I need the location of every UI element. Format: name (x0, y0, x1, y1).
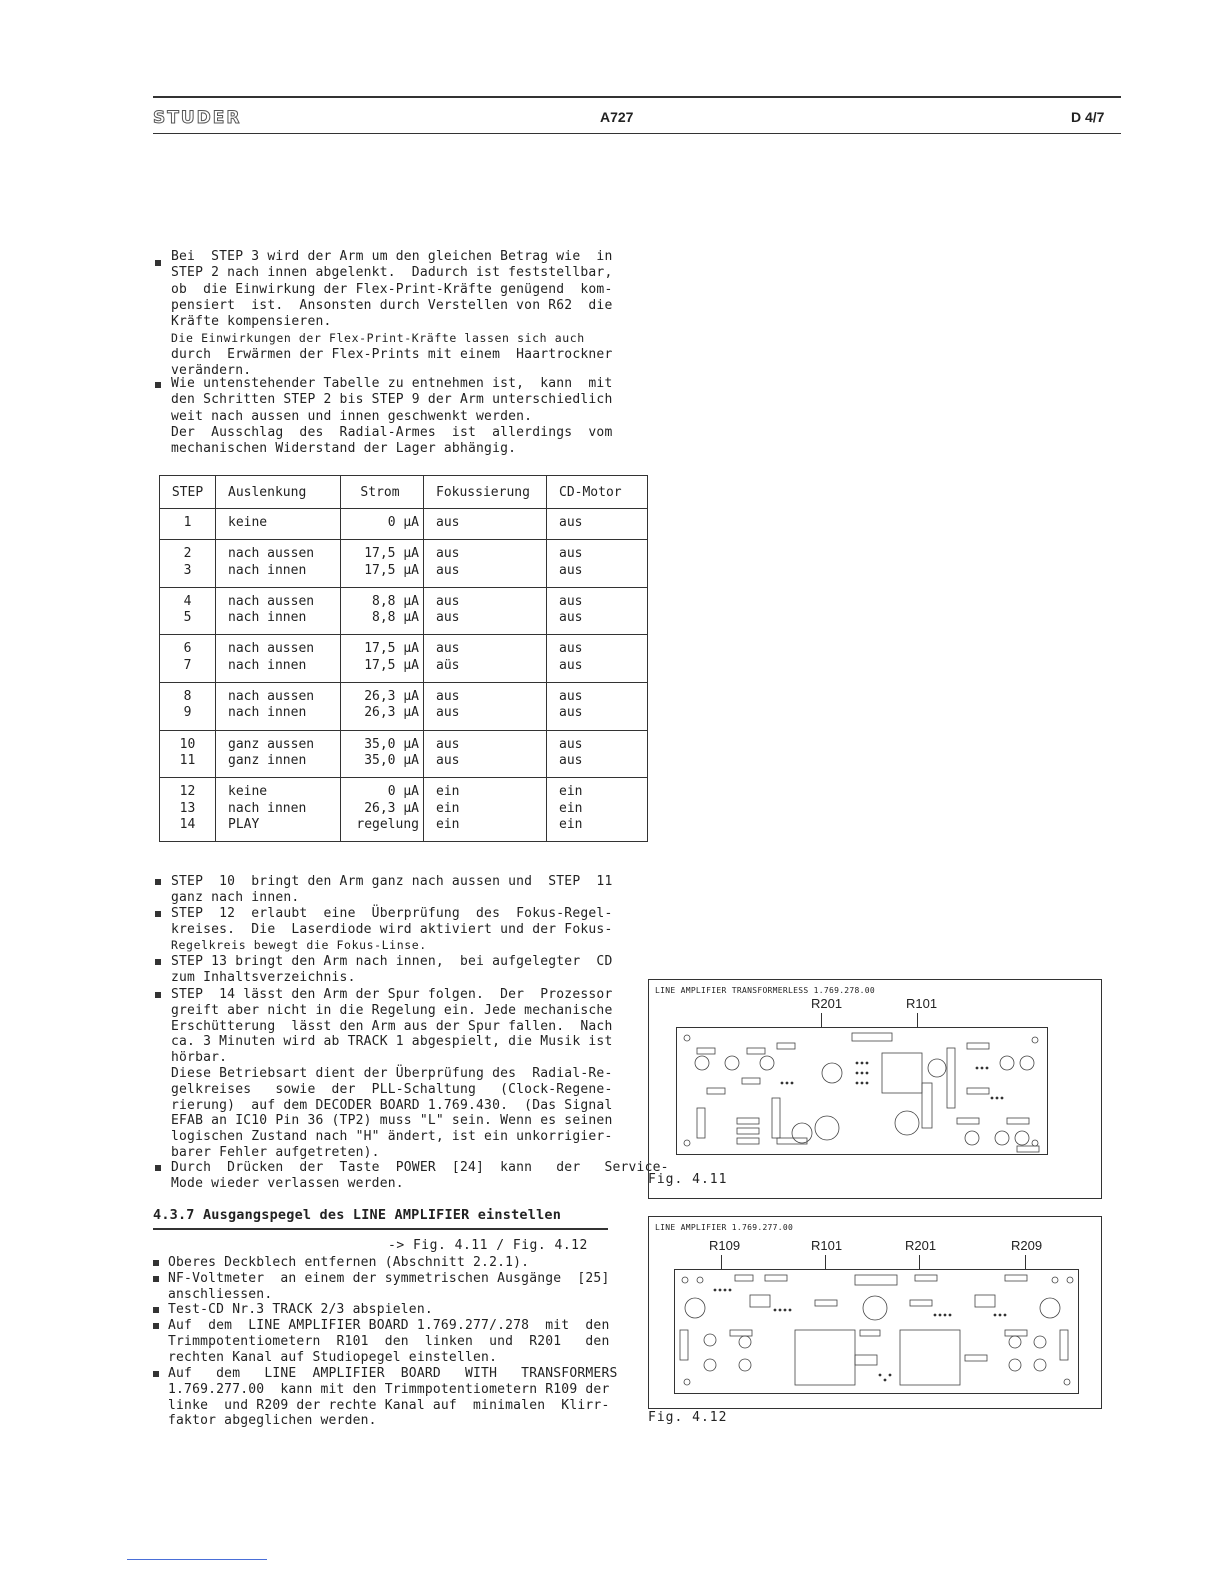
cell-value: 17,5 µA (364, 657, 419, 673)
leader-r109 (721, 1255, 722, 1269)
bullet (155, 382, 161, 388)
cell-value: nach aussen (228, 689, 315, 705)
cell-value: 8 (183, 689, 192, 705)
cell-value: nach innen (228, 562, 307, 578)
text-line: Regelkreis bewegt die Fokus-Linse. (171, 937, 427, 952)
bullet (153, 1371, 159, 1377)
pcb-layout-drawing (677, 1028, 1047, 1154)
cell-value: nach innen (228, 705, 307, 721)
text-line: anschliessen. (168, 1286, 273, 1302)
cell-value: ganz innen (228, 752, 307, 768)
bullet (155, 911, 161, 917)
cell-value: aus (436, 752, 460, 768)
bullet (153, 1323, 159, 1329)
text-line: STEP 12 erlaubt eine Überprüfung des Fokus-Regel- (171, 906, 613, 921)
table-cell (341, 730, 424, 778)
column-header: STEP (160, 476, 216, 509)
table-cell (547, 540, 648, 588)
cell-value: 4 (183, 593, 192, 609)
cell-value: PLAY (228, 816, 260, 832)
table-cell (424, 635, 547, 683)
table-cell (547, 509, 648, 540)
text-line: STEP 13 bringt den Arm nach innen, bei aufgelegter CD (171, 954, 613, 969)
cell-value: aus (559, 689, 583, 705)
cell-value: aus (559, 657, 583, 673)
text-line: Mode wieder verlassen werden. (171, 1175, 404, 1191)
cell-value: aus (559, 752, 583, 768)
table-row (160, 778, 648, 842)
text-line: zum Inhaltsverzeichnis. (171, 969, 356, 985)
label-r201: R201 (811, 996, 843, 1011)
bullet (155, 992, 161, 998)
cell-value: aus (559, 593, 583, 609)
cell-value: 0 µA (387, 515, 419, 530)
table-row (160, 730, 648, 778)
figure-reference: -> Fig. 4.11 / Fig. 4.12 (388, 1238, 588, 1253)
table-cell (160, 587, 216, 635)
text-line: Diese Betriebsart dient der Überprüfung des Radial-Re- (171, 1066, 613, 1081)
table-row (160, 509, 648, 540)
cell-value: 5 (183, 610, 192, 626)
text-line: 1.769.277.00 kann mit den Trimmpotentiometern R109 der (168, 1381, 610, 1397)
label-r101: R101 (811, 1238, 843, 1253)
cell-value: 14 (179, 816, 196, 832)
cell-value: nach innen (228, 610, 307, 626)
table-cell (160, 509, 216, 540)
label-r109: R109 (709, 1238, 741, 1253)
cell-value: aus (559, 641, 583, 657)
table-cell (216, 509, 341, 540)
table-row (160, 540, 648, 588)
cell-value: aus (559, 705, 583, 721)
text-line: barer Fehler aufgetreten). (171, 1145, 380, 1160)
text-line: rechten Kanal auf Studiopegel einstellen. (168, 1349, 498, 1365)
text-line: Test-CD Nr.3 TRACK 2/3 abspielen. (168, 1302, 433, 1317)
text-line: Auf dem LINE AMPLIFIER BOARD WITH TRANSFORMERS (168, 1366, 618, 1381)
text-line: Oberes Deckblech entfernen (Abschnitt 2.2.1). (168, 1255, 530, 1270)
model-title: A727 (600, 109, 634, 125)
cell-value: nach aussen (228, 641, 315, 657)
bullet (155, 1165, 161, 1171)
leader-r101 (825, 1255, 826, 1269)
text-line: Trimmpotentiometern R101 den linken und R201 den (168, 1333, 610, 1349)
column-header: Strom (341, 476, 424, 509)
leader-r101 (917, 1013, 918, 1027)
cell-value: 9 (183, 705, 192, 721)
leader-r201 (821, 1013, 822, 1027)
cell-value: ein (436, 816, 460, 832)
cell-value: 3 (183, 562, 192, 578)
cell-value: keine (228, 784, 268, 800)
cell-value: ein (436, 800, 460, 816)
bullet (153, 1260, 159, 1266)
text-line: weit nach aussen und innen geschwenkt werden. (171, 408, 533, 424)
cell-value: keine (228, 515, 268, 530)
text-line: ca. 3 Minuten wird ab TRACK 1 abgespielt, die Musik ist (171, 1034, 613, 1050)
page-number: D 4/7 (1071, 109, 1105, 125)
table-cell (341, 778, 424, 842)
table-cell (216, 540, 341, 588)
text-line: Wie untenstehender Tabelle zu entnehmen ist, kann mit (171, 376, 613, 391)
cell-value: nach aussen (228, 546, 315, 562)
cell-value: 26,3 µA (364, 705, 419, 721)
cell-value: 35,0 µA (364, 736, 419, 752)
figure-4-11 (648, 979, 1102, 1199)
cell-value: 26,3 µA (364, 800, 419, 816)
text-line: Der Ausschlag des Radial-Armes ist allerdings vom (171, 424, 613, 440)
table-cell (424, 587, 547, 635)
table-cell (341, 540, 424, 588)
text-line: linke und R209 der rechte Kanal auf minimalen Klirr- (168, 1397, 610, 1413)
text-line: logischen Zustand nach "H" ändert, ist ein unkorrigier- (171, 1129, 613, 1145)
table-row (160, 587, 648, 635)
table-cell (216, 730, 341, 778)
table-cell (341, 683, 424, 731)
table-cell (216, 778, 341, 842)
cell-value: aus (559, 546, 583, 562)
cell-value: 35,0 µA (364, 752, 419, 768)
column-header: Fokussierung (424, 476, 547, 509)
text-line: STEP 14 lässt den Arm der Spur folgen. Der Prozessor (171, 987, 613, 1002)
text-line: Kräfte kompensieren. (171, 314, 332, 330)
table-row (160, 683, 648, 731)
text-line: STEP 10 bringt den Arm ganz nach aussen und STEP 11 (171, 874, 613, 889)
table-cell (160, 683, 216, 731)
label-r101: R101 (906, 996, 938, 1011)
cell-value: aus (436, 705, 460, 721)
table-cell (424, 683, 547, 731)
cell-value: 17,5 µA (364, 562, 419, 578)
cell-value: 1 (183, 515, 192, 530)
figure-4-12 (648, 1216, 1102, 1409)
bullet (155, 879, 161, 885)
cell-value: aüs (436, 657, 460, 673)
figure-4-11-title: LINE AMPLIFIER TRANSFORMERLESS 1.769.278.00 (655, 986, 876, 995)
header-bottom-rule (153, 133, 1121, 134)
cell-value: ganz aussen (228, 736, 315, 752)
figure-4-11-caption: Fig. 4.11 (648, 1172, 728, 1187)
cell-value: aus (559, 562, 583, 578)
cell-value: aus (559, 610, 583, 626)
table-row (160, 635, 648, 683)
cell-value: aus (436, 546, 460, 562)
text-line: verändern. (171, 363, 252, 379)
cell-value: 7 (183, 657, 192, 673)
table-cell (424, 778, 547, 842)
bullet (155, 260, 161, 266)
leader-r209 (1025, 1255, 1026, 1269)
cell-value: aus (436, 515, 460, 530)
bullet (153, 1307, 159, 1313)
cell-value: ein (559, 816, 583, 832)
cell-value: aus (436, 689, 460, 705)
footer-link-rule (127, 1559, 267, 1560)
cell-value: ein (436, 784, 460, 800)
table-cell (424, 730, 547, 778)
text-line: kreises. Die Laserdiode wird aktiviert und der Fokus- (171, 921, 613, 937)
cell-value: ein (559, 800, 583, 816)
text-line: Durch Drücken der Taste POWER [24] kann der Service- (171, 1160, 669, 1175)
text-line: ob die Einwirkung der Flex-Print-Kräfte genügend kom- (171, 281, 613, 297)
table-cell (160, 730, 216, 778)
text-line: hörbar. (171, 1050, 228, 1066)
cell-value: nach aussen (228, 593, 315, 609)
cell-value: 17,5 µA (364, 641, 419, 657)
table-cell (216, 683, 341, 731)
figure-4-12-title: LINE AMPLIFIER 1.769.277.00 (655, 1223, 794, 1232)
table-cell (216, 635, 341, 683)
cell-value: aus (436, 562, 460, 578)
table-cell (547, 683, 648, 731)
text-line: gelkreises sowie der PLL-Schaltung (Clock-Regene- (171, 1081, 613, 1097)
table-cell (547, 587, 648, 635)
column-header: Auslenkung (216, 476, 341, 509)
text-line: den Schritten STEP 2 bis STEP 9 der Arm unterschiedlich (171, 392, 613, 408)
table-cell (341, 635, 424, 683)
cell-value: aus (436, 736, 460, 752)
cell-value: ein (559, 784, 583, 800)
table-cell (216, 587, 341, 635)
table-cell (341, 509, 424, 540)
table-cell (547, 778, 648, 842)
text-line: rierung) auf dem DECODER BOARD 1.769.430. (Das Signal (171, 1097, 613, 1113)
table-header-row (160, 476, 648, 509)
table-cell (341, 587, 424, 635)
label-r209: R209 (1011, 1238, 1043, 1253)
pcb-layout-drawing (675, 1270, 1078, 1393)
text-line: greift aber nicht in die Regelung ein. Jede mechanische (171, 1002, 613, 1018)
text-line: Erschütterung lässt den Arm aus der Spur fallen. Nach (171, 1018, 613, 1034)
cell-value: nach innen (228, 657, 307, 673)
text-line: Die Einwirkungen der Flex-Print-Kräfte lassen sich auch (171, 330, 585, 345)
table-cell (160, 540, 216, 588)
text-line: durch Erwärmen der Flex-Prints mit einem Haartrockner (171, 346, 613, 362)
text-line: ganz nach innen. (171, 889, 300, 905)
table-cell (547, 730, 648, 778)
cell-value: 10 (179, 736, 196, 752)
text-line: faktor abgeglichen werden. (168, 1413, 377, 1429)
cell-value: nach innen (228, 800, 307, 816)
figure-4-12-caption: Fig. 4.12 (648, 1410, 728, 1425)
text-line: NF-Voltmeter an einem der symmetrischen Ausgänge [25] (168, 1271, 610, 1286)
cell-value: 11 (179, 752, 196, 768)
cell-value: 8,8 µA (372, 593, 419, 609)
table-cell (160, 635, 216, 683)
cell-value: aus (559, 736, 583, 752)
text-line: mechanischen Widerstand der Lager abhängig. (171, 441, 517, 457)
cell-value: 6 (183, 641, 192, 657)
bullet (155, 959, 161, 965)
text-line: EFAB an IC10 Pin 36 (TP2) muss "L" sein. Wenn es seinen (171, 1113, 613, 1129)
header-top-rule (153, 96, 1121, 98)
section-rule (153, 1228, 608, 1230)
cell-value: 12 (179, 784, 196, 800)
text-line: STEP 2 nach innen abgelenkt. Dadurch ist feststellbar, (171, 265, 613, 281)
table-cell (547, 635, 648, 683)
step-table (159, 475, 648, 842)
pcb-board-with-transformers (674, 1269, 1079, 1394)
cell-value: aus (436, 610, 460, 626)
text-line: pensiert ist. Ansonsten durch Verstellen von R62 die (171, 297, 613, 313)
cell-value: 0 µA (387, 784, 419, 800)
cell-value: aus (436, 593, 460, 609)
text-line: Bei STEP 3 wird der Arm um den gleichen Betrag wie in (171, 249, 613, 264)
leader-r201 (919, 1255, 920, 1269)
table-cell (160, 778, 216, 842)
section-title: 4.3.7 Ausgangspegel des LINE AMPLIFIER einstellen (153, 1207, 562, 1223)
cell-value: 26,3 µA (364, 689, 419, 705)
cell-value: regelung (356, 816, 419, 832)
table-cell (424, 540, 547, 588)
label-r201: R201 (905, 1238, 937, 1253)
pcb-board-transformerless (676, 1027, 1048, 1155)
cell-value: aus (436, 641, 460, 657)
table-cell (424, 509, 547, 540)
cell-value: 8,8 µA (372, 610, 419, 626)
bullet (153, 1276, 159, 1282)
cell-value: aus (559, 515, 583, 530)
cell-value: 13 (179, 800, 196, 816)
cell-value: 17,5 µA (364, 546, 419, 562)
cell-value: 2 (183, 546, 192, 562)
text-line: Auf dem LINE AMPLIFIER BOARD 1.769.277/.278 mit den (168, 1318, 610, 1333)
column-header: CD-Motor (547, 476, 648, 509)
studer-logo: STUDER (153, 108, 242, 128)
